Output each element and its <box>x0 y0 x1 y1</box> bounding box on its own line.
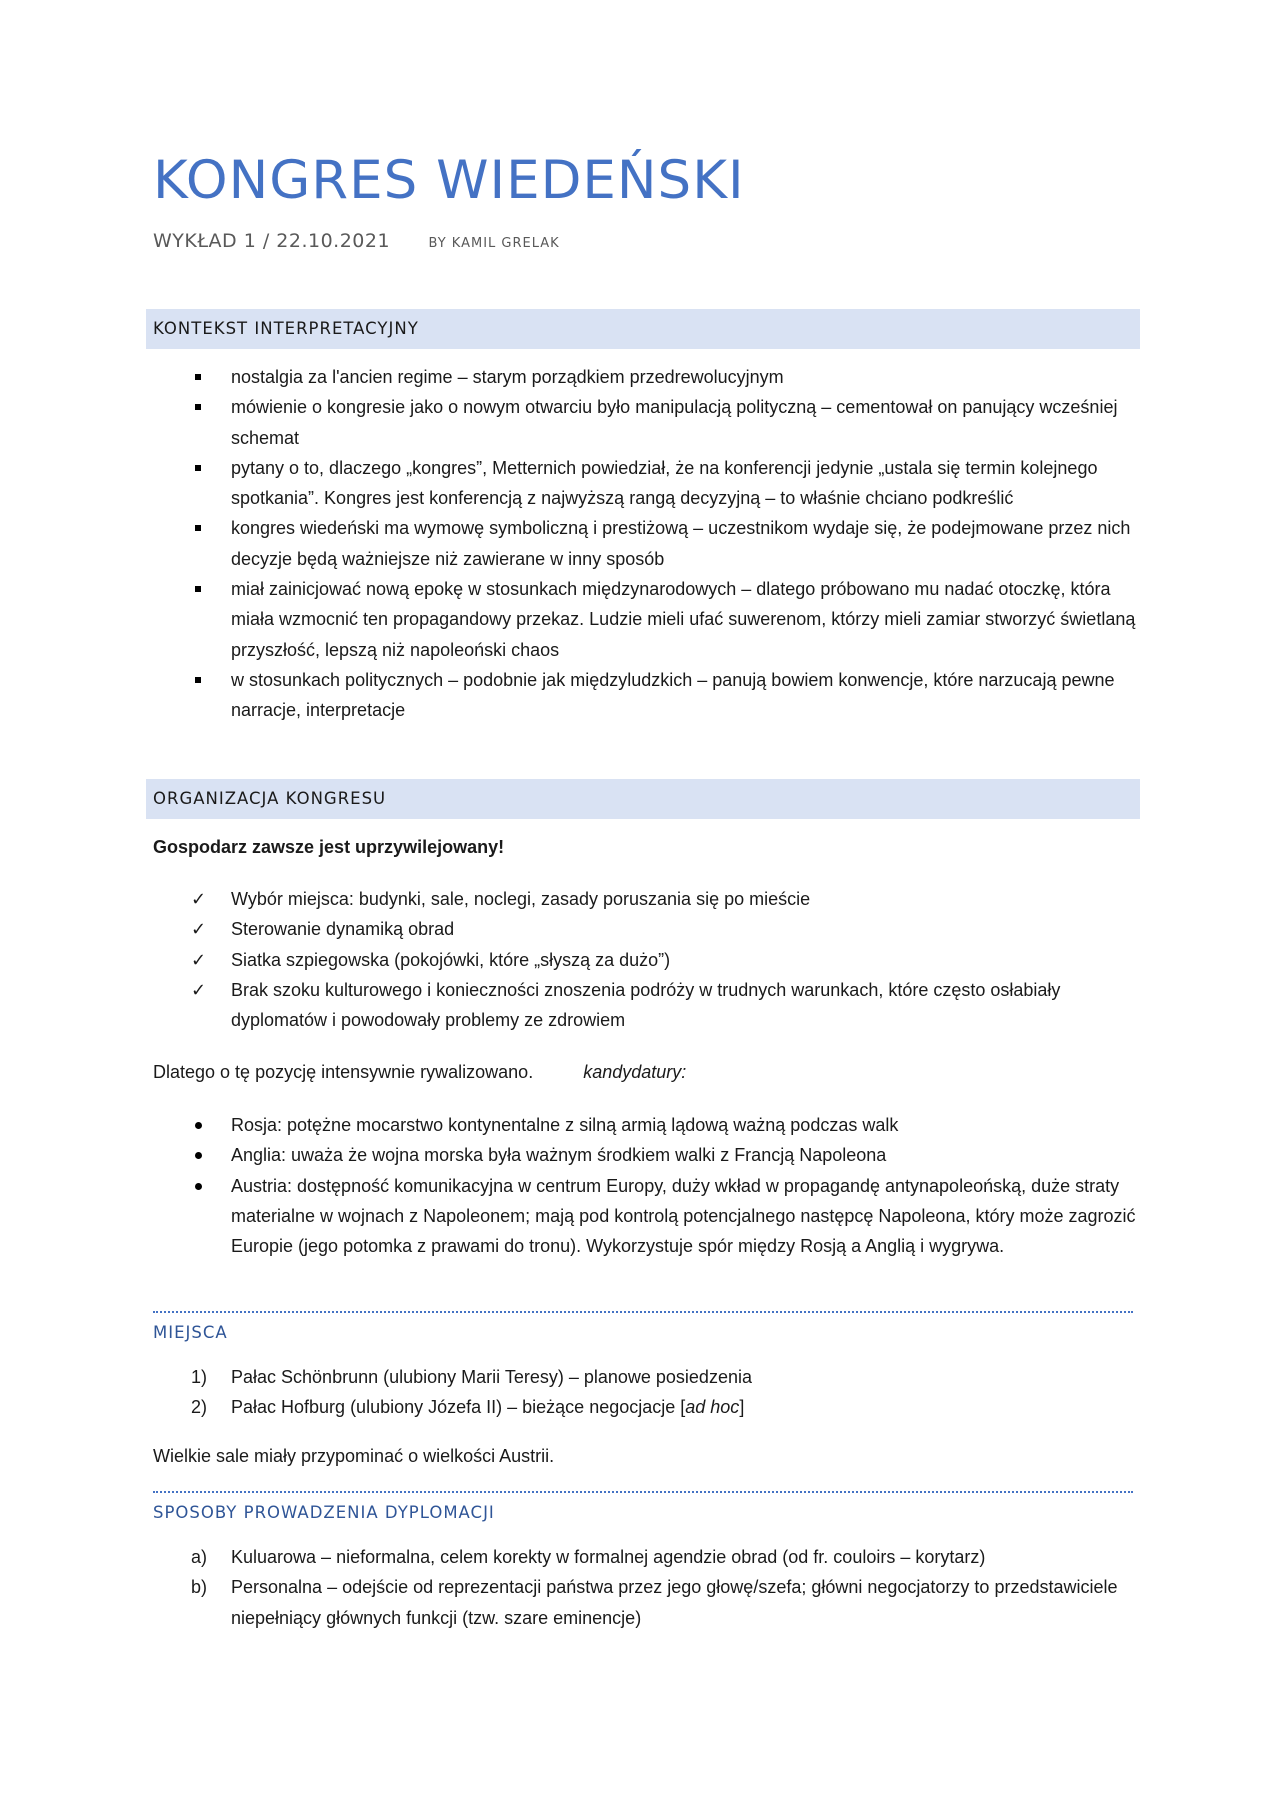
checkmark-icon: ✓ <box>191 979 207 1000</box>
checkmark-icon: ✓ <box>191 949 207 970</box>
list-marker: b) <box>191 1577 208 1598</box>
square-bullet-icon <box>195 525 201 531</box>
list-item: nostalgia za l'ancien regime – starym porządkiem przedrewolucyjnym <box>153 362 1141 392</box>
list-item: Anglia: uważa że wojna morska była ważnym środkiem walki z Francją Napoleona <box>153 1140 1141 1170</box>
list-marker: a) <box>191 1547 208 1567</box>
list-item: ✓ Sterowanie dynamiką obrad <box>153 914 1141 944</box>
list-item: pytany o to, dlaczego „kongres”, Metternich powiedział, że na konferencji jedynie „ustala się termin kolejnego spotkania”. Kongres jest konferencją z najwyższą rangą decyzyjną – to właśnie chciano podkreślić <box>153 453 1141 514</box>
list-item: w stosunkach politycznych – podobnie jak międzyludzkich – panują bowiem konwencje, które narzucają pewne narracje, interpretacje <box>153 665 1141 726</box>
section-heading-diplomacy: SPOSOBY PROWADZENIA DYPLOMACJI <box>153 1491 1133 1522</box>
list-item: ✓ Brak szoku kulturowego i konieczności znoszenia podróży w trudnych warunkach, które często osłabiały dyplomatów i powodowały problemy ze zdrowiem <box>153 975 1141 1036</box>
lecture-subtitle: WYKŁAD 1 / 22.10.2021 <box>153 230 391 252</box>
rivalry-paragraph <box>153 1057 686 1087</box>
list-item: miał zainicjować nową epokę w stosunkach międzynarodowych – dlatego próbowano mu nadać otoczkę, która miała wzmocnić ten propagandowy przekaz. Ludzie mieli ufać suwerenom, którzy mieli zamiar stworzyć świetlaną przyszłość, lepszą niż napoleoński chaos <box>153 574 1141 665</box>
list-item: mówienie o kongresie jako o nowym otwarciu było manipulacją polityczną – cementował on panujący wcześniej schemat <box>153 392 1141 453</box>
list-marker: 2) <box>191 1397 208 1418</box>
halls-note: Wielkie sale miały przypominać o wielkości Austrii. <box>153 1446 555 1466</box>
list-item: ✓ Wybór miejsca: budynki, sale, noclegi, zasady poruszania się po mieście <box>153 884 1141 914</box>
candidates-label: kandydatury: <box>583 1062 687 1082</box>
list-item: b) Personalna – odejście od reprezentacji państwa przez jego głowę/szefa; główni negocjatorzy to przedstawiciele niepełniący głównych funkcji (tzw. szare eminencje) <box>153 1572 1141 1633</box>
host-advantages-list <box>153 884 1141 1035</box>
list-item: a) Kuluarowa – nieformalna, celem korekty w formalnej agendzie obrad (od fr. couloirs – korytarz) <box>153 1542 1141 1572</box>
section-heading-context: KONTEKST INTERPRETACYJNY <box>146 309 1140 349</box>
list-item: ✓ Siatka szpiegowska (pokojówki, które „słyszą za dużo”) <box>153 945 1141 975</box>
square-bullet-icon <box>195 677 201 683</box>
host-privilege-lead: Gospodarz zawsze jest uprzywilejowany! <box>153 837 505 857</box>
bullet-icon <box>195 1152 202 1159</box>
checkmark-icon: ✓ <box>191 919 207 940</box>
places-list <box>153 1362 1141 1423</box>
diplomacy-list <box>153 1542 1141 1633</box>
document-title: KONGRES WIEDEŃSKI <box>153 150 745 211</box>
square-bullet-icon <box>195 465 201 471</box>
candidates-list <box>153 1110 1141 1261</box>
list-item: 2) Pałac Hofburg (ulubiony Józefa II) – bieżące negocjacje [ad hoc] <box>153 1392 1141 1422</box>
list-item: kongres wiedeński ma wymowę symboliczną i prestiżową – uczestnikom wydaje się, że podejmowane przez nich decyzje będą ważniejsze niż zawierane w inny sposób <box>153 513 1141 574</box>
section-heading-organization: ORGANIZACJA KONGRESU <box>146 779 1140 819</box>
square-bullet-icon <box>195 374 201 380</box>
subtitle-row <box>153 230 560 252</box>
square-bullet-icon <box>195 404 201 410</box>
list-marker: 1) <box>191 1367 208 1387</box>
list-item: 1) Pałac Schönbrunn (ulubiony Marii Teresy) – planowe posiedzenia <box>153 1362 1141 1392</box>
checkmark-icon: ✓ <box>191 889 207 909</box>
rivalry-text: Dlatego o tę pozycję intensywnie rywalizowano. <box>153 1062 534 1082</box>
list-item: Austria: dostępność komunikacyjna w centrum Europy, duży wkład w propagandę antynapoleońską, duże straty materialne w wojnach z Napoleonem; mają pod kontrolą potencjalnego następcę Napoleona, który może zagrozić Europie (jego potomka z prawami do tronu). Wykorzystuje spór między Rosją a Anglią i wygrywa. <box>153 1171 1141 1262</box>
bullet-icon <box>195 1183 202 1190</box>
section-heading-places: MIEJSCA <box>153 1311 1133 1342</box>
bullet-icon <box>195 1122 202 1129</box>
author-line: BY KAMIL GRELAK <box>428 236 560 251</box>
square-bullet-icon <box>195 586 201 592</box>
context-list <box>153 362 1141 726</box>
list-item: Rosja: potężne mocarstwo kontynentalne z silną armią lądową ważną podczas walk <box>153 1110 1141 1140</box>
